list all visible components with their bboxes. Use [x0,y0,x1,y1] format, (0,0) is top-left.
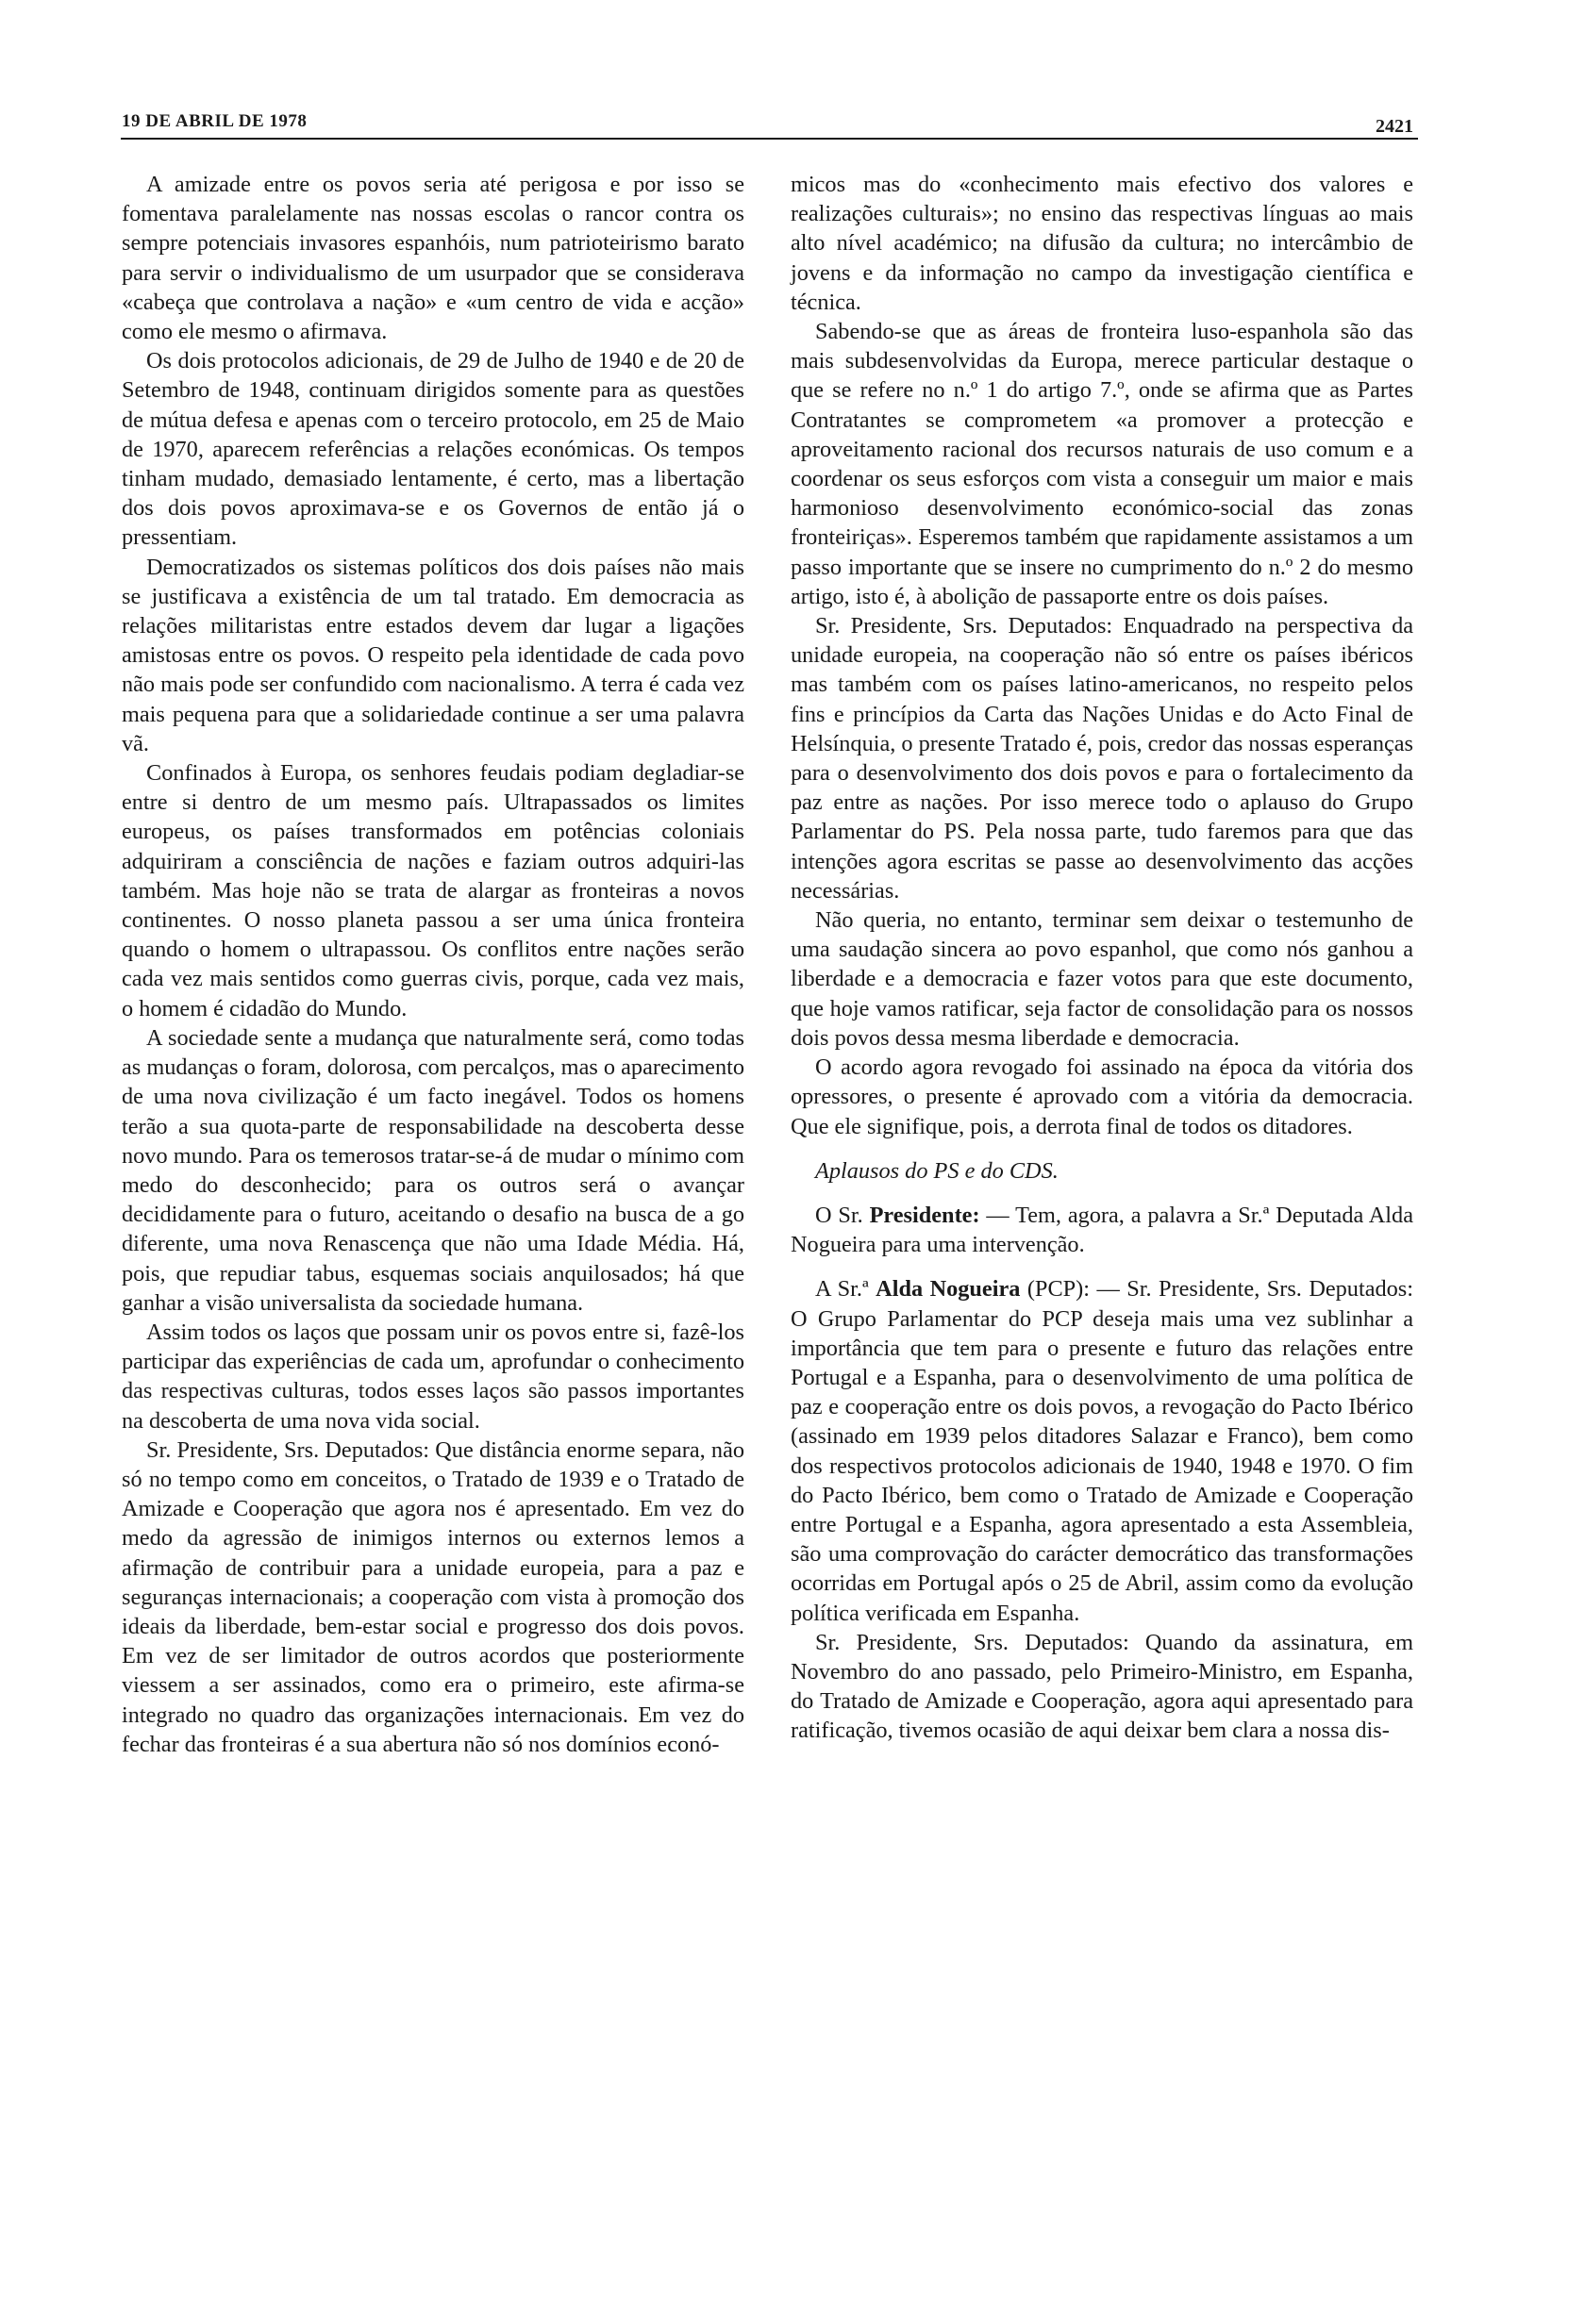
speaker-name: Presidente: [869,1202,980,1228]
paragraph: O acordo agora revogado foi assinado na época da vitória dos opressores, o presente é aprovado com a vitória da democracia. Que ele signifique, pois, a derrota final de todos os ditadores. [791,1054,1413,1139]
paragraph: Confinados à Europa, os senhores feudais podiam degladiar-se entre si dentro de um mesmo país. Ultrapassados os limites europeus, os países transformados em potências coloniais adquiriram a consciência de nações e faziam outros adquiri-las também. Mas hoje não se trata de alargar as fronteiras a novos continentes. O nosso planeta passou a ser uma única fronteira quando o homem o ultrapassou. Os conflitos entre nações serão cada vez mais sentidos como guerras civis, porque, cada vez mais, o homem é cidadão do Mundo. [122,760,744,1021]
paragraph: Sr. Presidente, Srs. Deputados: Que distância enorme separa, não só no tempo como em conceitos, o Tratado de 1939 e o Tratado de Amizade e Cooperação que agora nos é apresentado. Em vez do medo da agressão de inimigos internos ou externos lemos a afirmação de contribuir para a unidade europeia, para a paz e seguranças internacionais; a cooperação com vista à promoção dos ideais da liberdade, bem-estar social e progresso dos dois povos. Em vez de ser limitador de outros acordos que posteriormente viessem a ser assinados, como era o primeiro, este afirma-se integrado no quadro das organizações internacionais. Em vez do fechar das fronteiras é a sua abertura não só nos domínios econó- [122,1436,744,1757]
speech-text: (PCP): — Sr. Presidente, Srs. Deputados: O Grupo Parlamentar do PCP deseja mais uma vez sublinhar a importância que tem para o presente e futuro das relações entre Portugal e a Espanha, para o desenvolvimento de uma política de paz e cooperação entre os dois povos, a revogação do Pacto Ibérico (assinado em 1939 pelos ditadores Salazar e Franco), bem como dos respectivos protocolos adicionais de 1940, 1948 e 1970. O fim do Pacto Ibérico, bem como o Tratado de Amizade e Cooperação entre Portugal e a Espanha, agora apresentado a esta Assembleia, são uma comprovação do carácter democrático das transformações ocorridas em Portugal após o 25 de Abril, assim como da evolução política verificada em Espanha. [791,1276,1413,1626]
president-speech [791,1201,1413,1259]
speaker-prefix: O Sr. [815,1202,870,1228]
page-number: 2421 [1376,116,1413,137]
paragraph: Sabendo-se que as áreas de fronteira luso-espanhola são das mais subdesenvolvidas da Europa, merece particular destaque o que se refere no n.º 1 do artigo 7.º, onde se afirma que as Partes Contratantes se comprometem «a promover a protecção e aproveitamento racional dos recursos naturais de uso comum e a coordenar os seus esforços com vista a conseguir um maior e mais harmonioso desenvolvimento económico-social das zonas fronteiriças». Esperemos também que rapidamente assistamos a um passo importante que se insere no cumprimento do n.º 2 do mesmo artigo, isto é, à abolição de passaporte entre os dois países. [791,319,1413,609]
header-rule [121,138,1418,140]
paragraph: A sociedade sente a mudança que naturalmente será, como todas as mudanças o foram, dolorosa, com percalços, mas o aparecimento de uma nova civilização é um facto inegável. Todos os homens terão a sua quota-parte de responsabilidade na descoberta desse novo mundo. Para os temerosos tratar-se-á de mudar o mínimo com medo do desconhecido; para os outros será o avançar decididamente para o futuro, aceitando o desafio na busca de a go diferente, uma nova Renascença que não uma Idade Média. Há, pois, que repudiar tabus, esquemas sociais anquilosados; há que ganhar a visão universalista da sociedade humana. [122,1024,744,1316]
page-header-date: 19 DE ABRIL DE 1978 [122,111,308,131]
speaker-prefix: A Sr.ª [815,1276,876,1303]
paragraph: micos mas do «conhecimento mais efectivo dos valores e realizações culturais»; no ensino das respectivas línguas ao mais alto nível académico; na difusão da cultura; no intercâmbio de jovens e da informação no campo da investigação científica e técnica. [791,172,1413,315]
left-column [122,170,744,1759]
paragraph: Assim todos os laços que possam unir os povos entre si, fazê-los participar das experiências de cada um, aprofundar o conhecimento das respectivas culturas, todos esses laços são passos importantes na descoberta de uma nova vida social. [122,1319,744,1434]
speaker-name: Alda Nogueira [876,1276,1021,1303]
speech-text: — Tem, agora, a palavra a Sr.ª Deputada Alda Nogueira para uma intervenção. [791,1202,1413,1258]
right-column [791,170,1413,1746]
paragraph: Sr. Presidente, Srs. Deputados: Quando da assinatura, em Novembro do ano passado, pelo Primeiro-Ministro, em Espanha, do Tratado de Amizade e Cooperação, agora aqui apresentado para ratificação, tivemos ocasião de aqui deixar bem clara a nossa dis- [791,1629,1413,1744]
alda-speech [791,1274,1413,1627]
paragraph: Os dois protocolos adicionais, de 29 de Julho de 1940 e de 20 de Setembro de 1948, continuam dirigidos somente para as questões de mútua defesa e apenas com o terceiro protocolo, em 25 de Maio de 1970, aparecem referências a relações económicas. Os tempos tinham mudado, demasiado lentamente, é certo, mas a libertação dos dois povos aproximava-se e os Governos de então já o pressentiam. [122,348,744,551]
paragraph: Democratizados os sistemas políticos dos dois países não mais se justificava a existência de um tal tratado. Em democracia as relações militaristas entre estados devem dar lugar a ligações amistosas entre os povos. O respeito pela identidade de cada povo não mais pode ser confundido com nacionalismo. A terra é cada vez mais pequena para que a solidariedade continue a ser uma palavra vã. [122,554,744,756]
paragraph: A amizade entre os povos seria até perigosa e por isso se fomentava paralelamente nas nossas escolas o rancor contra os sempre potenciais invasores espanhóis, num patrioteirismo barato para servir o individualismo de um usurpador que se considerava «cabeça que controlava a nação» e «um centro de vida e acção» como ele mesmo o afirmava. [122,172,744,345]
applause-note: Aplausos do PS e do CDS. [815,1157,1059,1184]
paragraph: Não queria, no entanto, terminar sem deixar o testemunho de uma saudação sincera ao povo espanhol, que como nós ganhou a liberdade e a democracia e fazer votos para que este documento, que hoje vamos ratificar, seja factor de consolidação para os nossos dois povos dessa mesma liberdade e democracia. [791,907,1413,1051]
paragraph: Sr. Presidente, Srs. Deputados: Enquadrado na perspectiva da unidade europeia, na cooperação não só entre os países ibéricos mas também com os países latino-americanos, no respeito pelos fins e princípios da Carta das Nações Unidas e do Acto Final de Helsínquia, o presente Tratado é, pois, credor das nossas esperanças para o desenvolvimento dos dois povos e para o fortalecimento da paz entre as nações. Por isso merece todo o aplauso do Grupo Parlamentar do PS. Pela nossa parte, tudo faremos para que das intenções agora escritas se passe ao desenvolvimento das acções necessárias. [791,613,1413,904]
